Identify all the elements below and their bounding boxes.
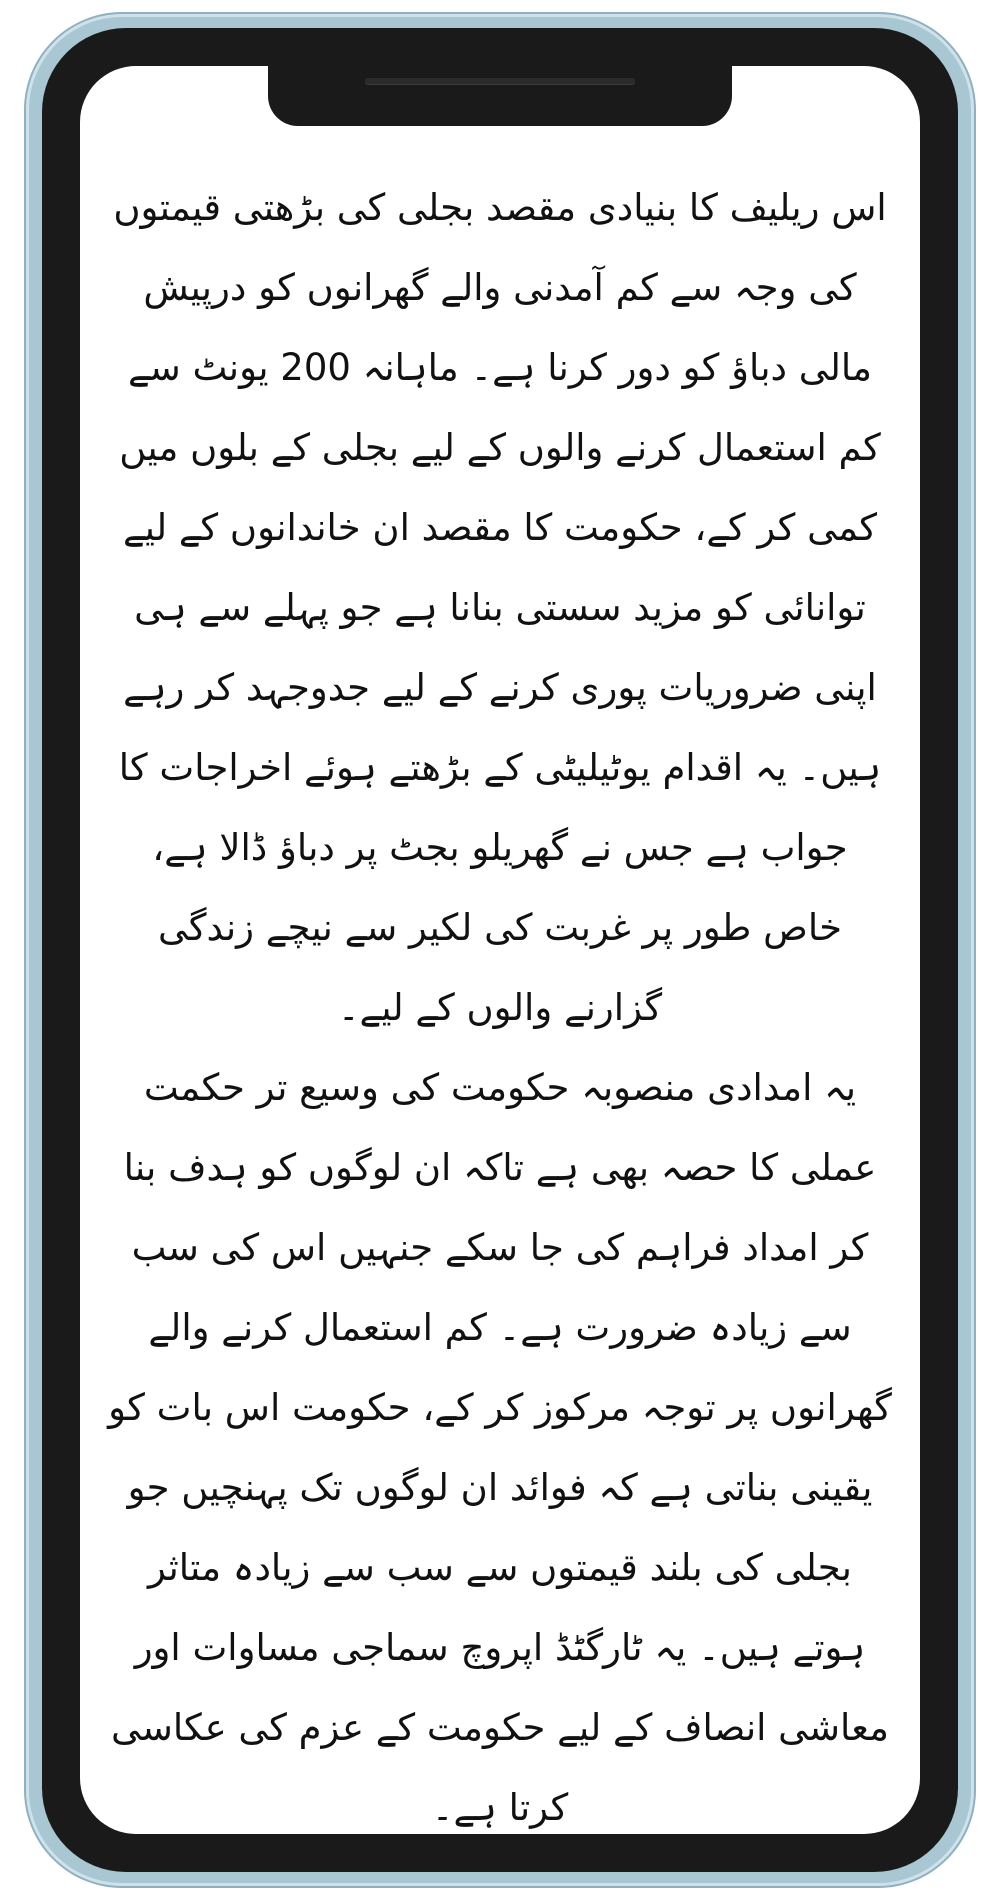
phone-notch xyxy=(268,28,732,126)
speaker-grille xyxy=(365,78,635,84)
article-body xyxy=(108,168,892,1848)
article-paragraph-1: اس ریلیف کا بنیادی مقصد بجلی کی بڑھتی قیمتوں کی وجہ سے کم آمدنی والے گھرانوں کو درپیش مالی دباؤ کو دور کرنا ہے۔ ماہانہ 200 یونٹ سے کم استعمال کرنے والوں کے لیے بجلی کے بلوں میں کمی کر کے، حکومت کا مقصد ان خاندانوں کے لیے توانائی کو مزید سستی بنانا ہے جو پہلے سے ہی اپنی ضروریات پوری کرنے کے لیے جدوجہد کر رہے ہیں۔ یہ اقدام یوٹیلیٹی کے بڑھتے ہوئے اخراجات کا جواب ہے جس نے گھریلو بجٹ پر دباؤ ڈالا ہے، خاص طور پر غربت کی لکیر سے نیچے زندگی گزارنے والوں کے لیے۔ xyxy=(113,186,887,1029)
article-paragraph-2: یہ امدادی منصوبہ حکومت کی وسیع تر حکمت عملی کا حصہ بھی ہے تاکہ ان لوگوں کو ہدف بنا کر امداد فراہم کی جا سکے جنہیں اس کی سب سے زیادہ ضرورت ہے۔ کم استعمال کرنے والے گھرانوں پر توجہ مرکوز کر کے، حکومت اس بات کو یقینی بناتی ہے کہ فوائد ان لوگوں تک پہنچیں جو بجلی کی بلند قیمتوں سے سب سے زیادہ متاثر ہوتے ہیں۔ یہ ٹارگٹڈ اپروچ سماجی مساوات اور معاشی انصاف کے لیے حکومت کے عزم کی عکاسی کرتا ہے۔ xyxy=(108,1066,892,1829)
